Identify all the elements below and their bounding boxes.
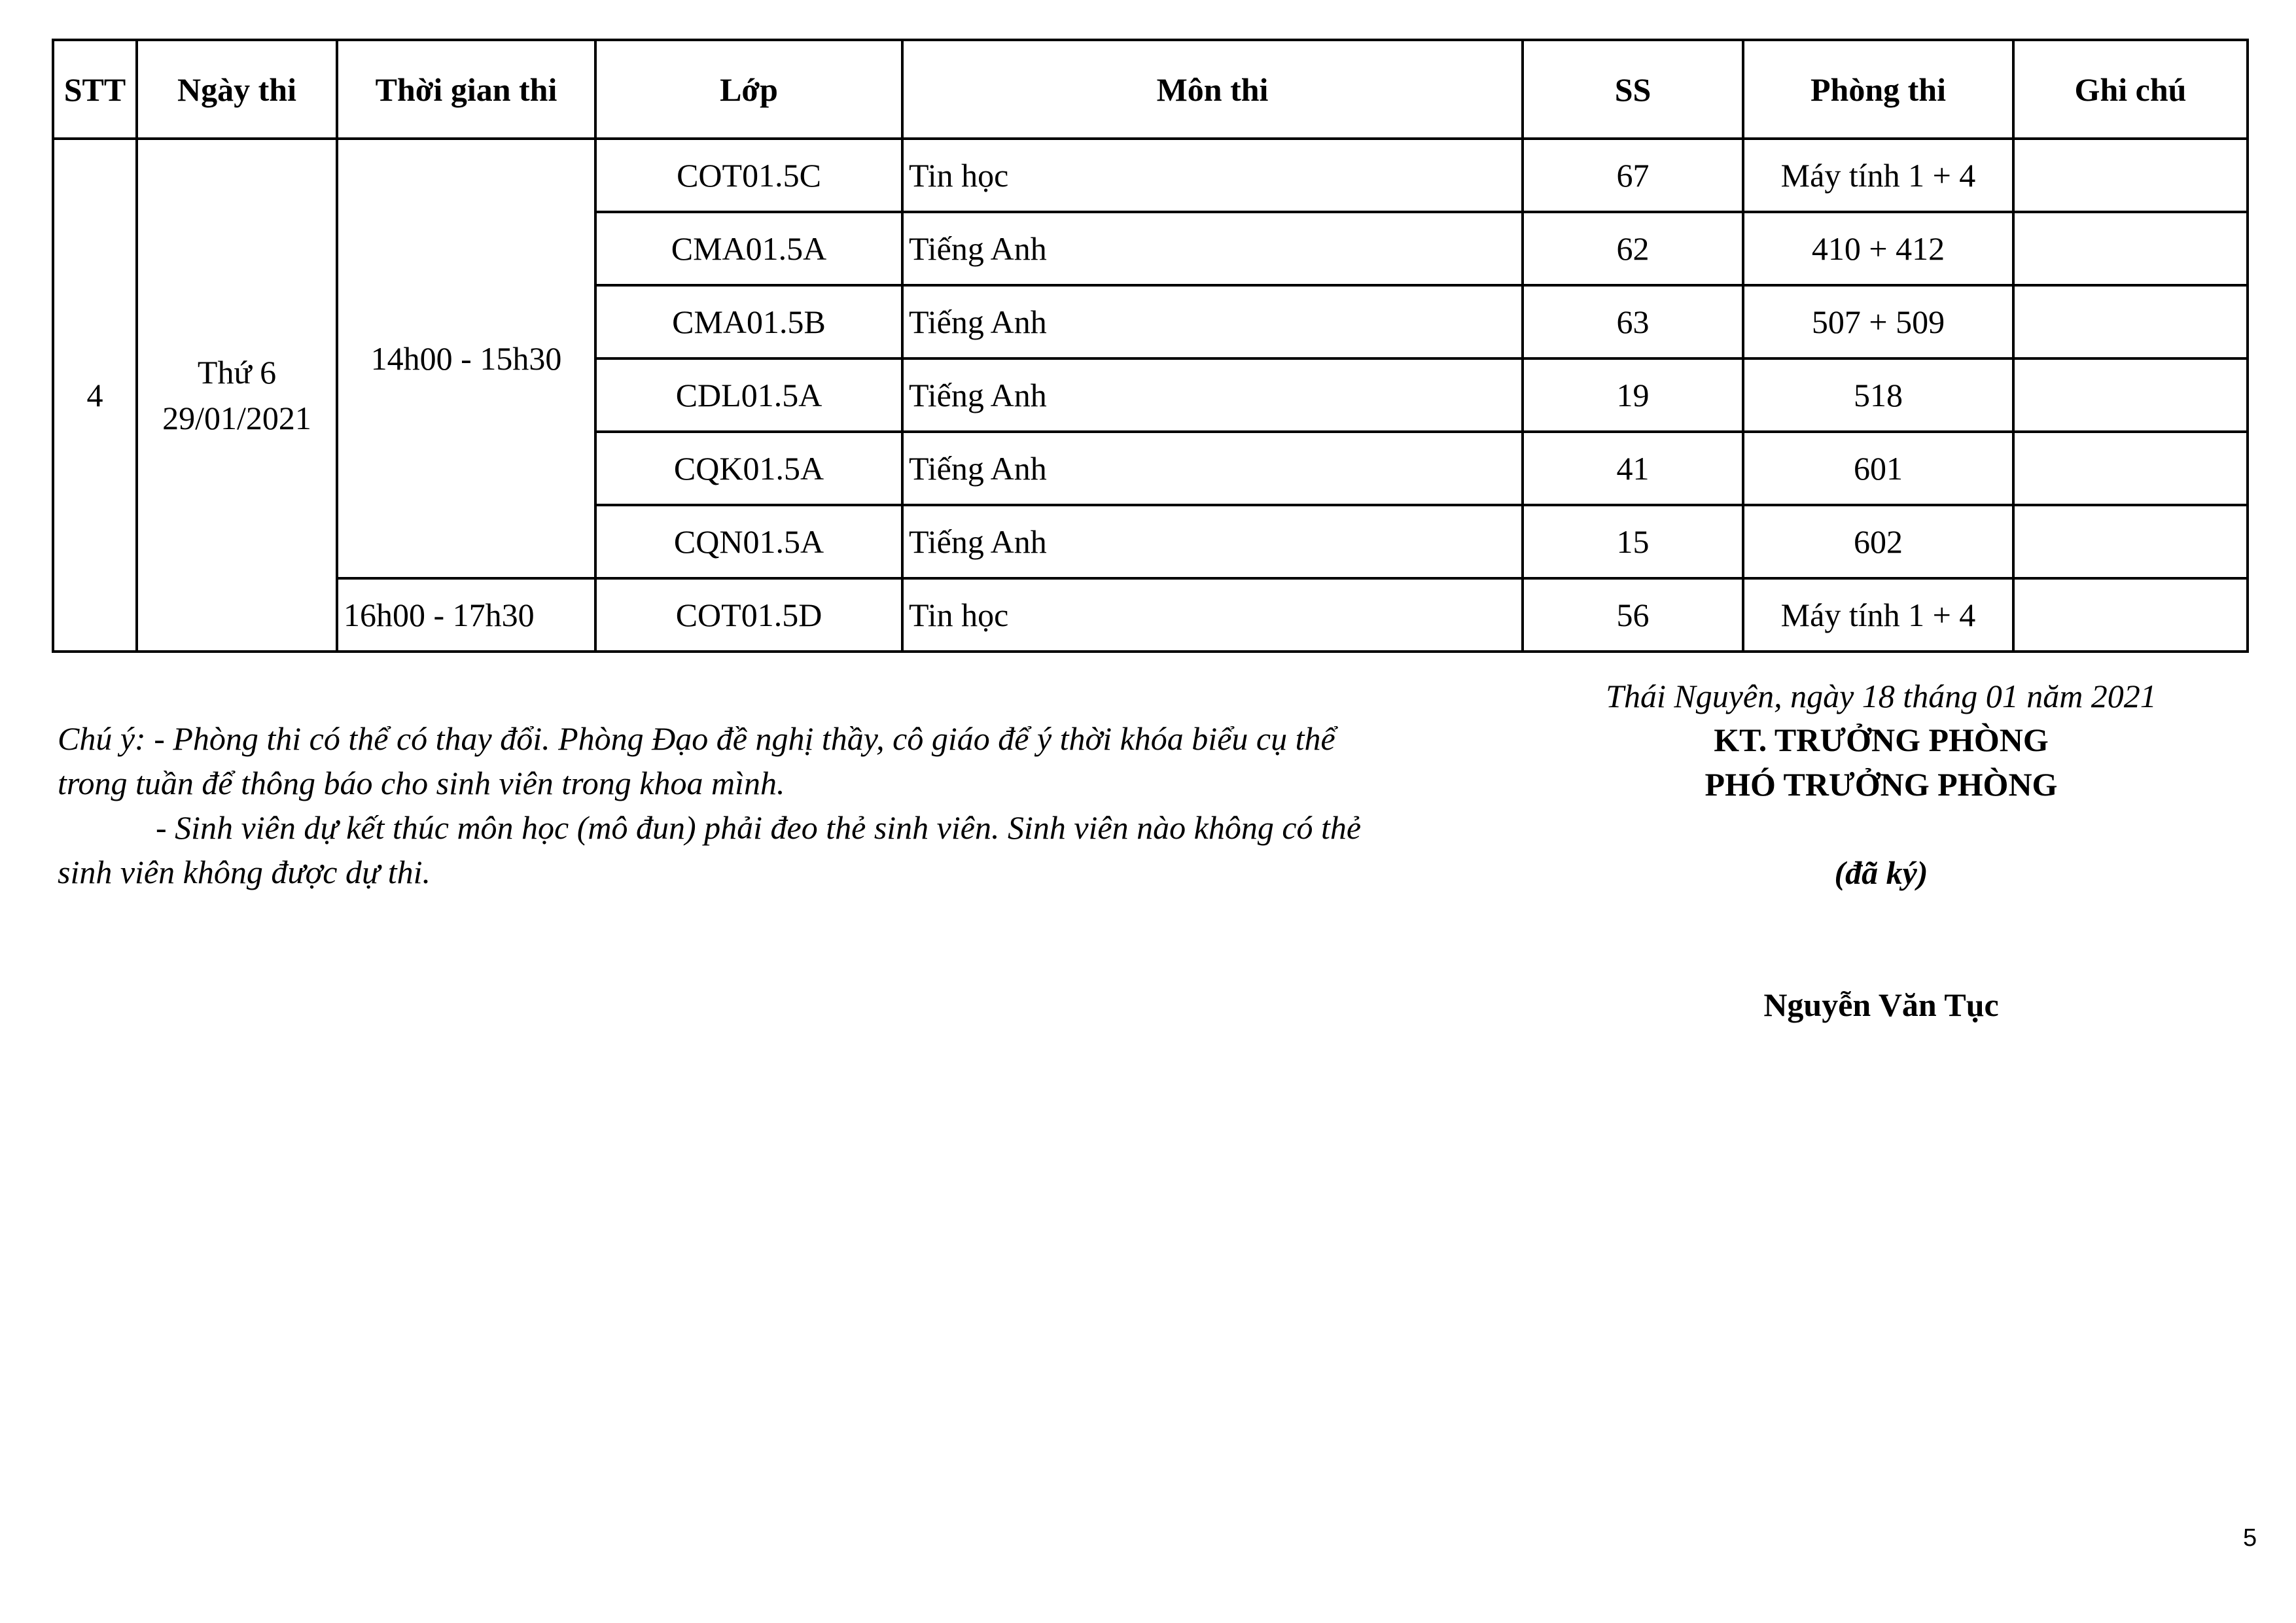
exam-date-cell: [137, 139, 337, 652]
subject-cell: Tiếng Anh: [902, 212, 1523, 285]
ss-cell: 62: [1523, 212, 1743, 285]
class-cell: COT01.5C: [595, 139, 902, 212]
subject-cell: Tiếng Anh: [902, 358, 1523, 432]
signer-title-1: KT. TRƯỞNG PHÒNG: [1714, 722, 2049, 758]
ss-cell: 56: [1523, 578, 1743, 652]
table-header-row: [53, 40, 2248, 139]
exam-date: 29/01/2021: [162, 400, 311, 436]
class-cell: CMA01.5A: [595, 212, 902, 285]
header-class: Lớp: [595, 40, 902, 139]
subject-cell: Tiếng Anh: [902, 285, 1523, 358]
exam-schedule-table: [52, 39, 2249, 653]
ss-cell: 19: [1523, 358, 1743, 432]
header-exam-date: Ngày thi: [137, 40, 337, 139]
room-cell: 602: [1743, 505, 2013, 578]
room-cell: Máy tính 1 + 4: [1743, 139, 2013, 212]
ss-cell: 63: [1523, 285, 1743, 358]
note-cell: [2013, 432, 2248, 505]
class-cell: CQK01.5A: [595, 432, 902, 505]
note-cell: [2013, 505, 2248, 578]
note-cell: [2013, 358, 2248, 432]
note-line: - Sinh viên dự kết thúc môn học (mô đun) phải đeo thẻ sinh viên. Sinh viên nào không có thẻ: [156, 809, 1362, 846]
ss-cell: 15: [1523, 505, 1743, 578]
subject-cell: Tin học: [902, 139, 1523, 212]
place-date: Thái Nguyên, ngày 18 tháng 01 năm 2021: [1606, 678, 2157, 714]
note-line: Chú ý: - Phòng thi có thể có thay đổi. Phòng Đạo đề nghị thầy, cô giáo để ý thời khóa biểu cụ thể: [58, 720, 1335, 757]
signer-title-2: PHÓ TRƯỞNG PHÒNG: [1704, 766, 2058, 803]
subject-cell: Tin học: [902, 578, 1523, 652]
signed-note: (đã ký): [1834, 854, 1928, 891]
ss-cell: 67: [1523, 139, 1743, 212]
header-exam-time: Thời gian thi: [337, 40, 595, 139]
signer-name: Nguyễn Văn Tục: [1763, 986, 1999, 1023]
header-room: Phòng thi: [1743, 40, 2013, 139]
exam-time-cell: 14h00 - 15h30: [337, 139, 595, 578]
room-cell: 601: [1743, 432, 2013, 505]
table-row: [53, 578, 2248, 652]
note-line: sinh viên không được dự thi.: [58, 854, 431, 890]
exam-time-cell: 16h00 - 17h30: [337, 578, 595, 652]
room-cell: Máy tính 1 + 4: [1743, 578, 2013, 652]
ss-cell: 41: [1523, 432, 1743, 505]
exam-weekday: Thứ 6: [197, 354, 277, 391]
note-cell: [2013, 578, 2248, 652]
class-cell: COT01.5D: [595, 578, 902, 652]
class-cell: CDL01.5A: [595, 358, 902, 432]
room-cell: 410 + 412: [1743, 212, 2013, 285]
room-cell: 507 + 509: [1743, 285, 2013, 358]
note-line: trong tuần để thông báo cho sinh viên trong khoa mình.: [58, 765, 785, 801]
header-note: Ghi chú: [2013, 40, 2248, 139]
subject-cell: Tiếng Anh: [902, 505, 1523, 578]
class-cell: CMA01.5B: [595, 285, 902, 358]
notes-block: [58, 716, 1497, 894]
stt-cell: 4: [53, 139, 137, 652]
note-cell: [2013, 212, 2248, 285]
room-cell: 518: [1743, 358, 2013, 432]
header-ss: SS: [1523, 40, 1743, 139]
header-stt: STT: [53, 40, 137, 139]
subject-cell: Tiếng Anh: [902, 432, 1523, 505]
header-subject: Môn thi: [902, 40, 1523, 139]
class-cell: CQN01.5A: [595, 505, 902, 578]
table-row: [53, 139, 2248, 212]
page-number: 5: [2243, 1524, 2257, 1552]
note-cell: [2013, 139, 2248, 212]
note-cell: [2013, 285, 2248, 358]
